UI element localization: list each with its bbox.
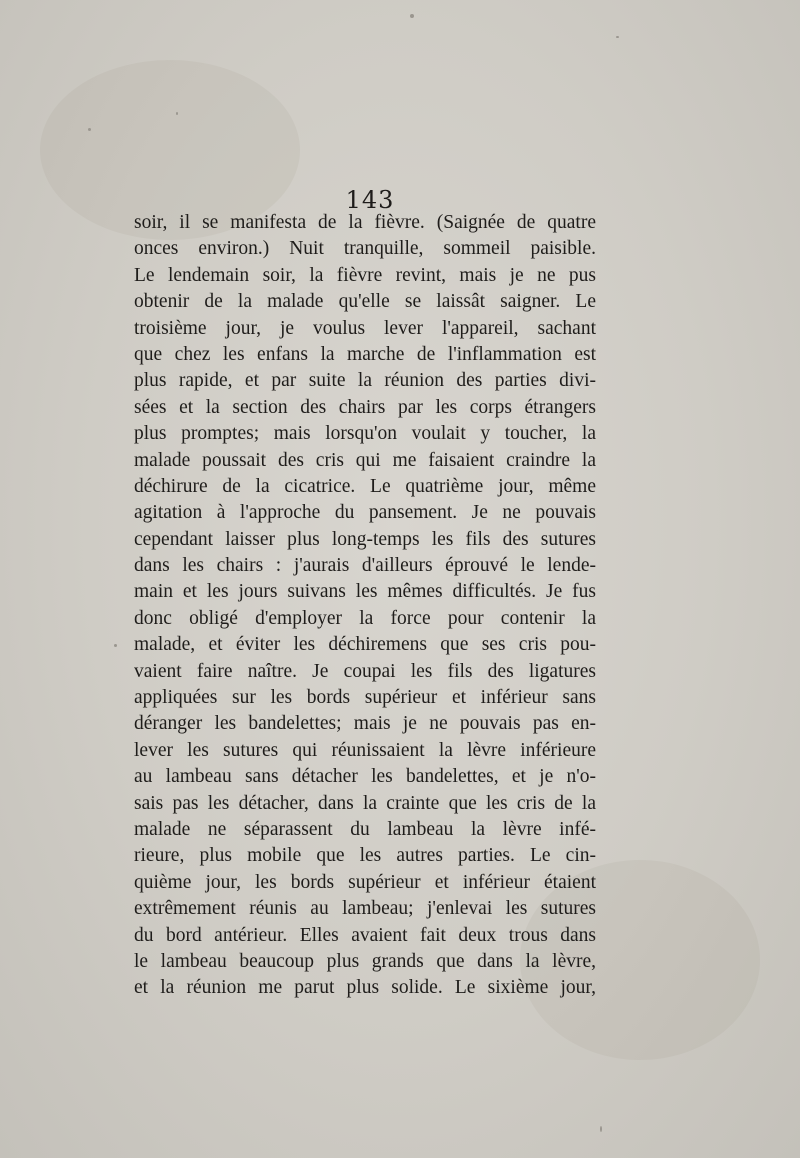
- text-line: lever les sutures qui réunissaient la lèvre inférieure: [134, 739, 596, 761]
- text-line: troisième jour, je voulus lever l'appareil, sachant: [134, 317, 596, 339]
- paper-speck: [176, 112, 178, 115]
- text-line: au lambeau sans détacher les bandelettes, et je n'o-: [134, 766, 596, 788]
- text-line: plus promptes; mais lorsqu'on voulait y toucher, la: [134, 423, 596, 445]
- body-text: [134, 210, 596, 1002]
- text-line: déchirure de la cicatrice. Le quatrième jour, même: [134, 475, 596, 497]
- paper-speck: [88, 128, 91, 131]
- text-line: déranger les bandelettes; mais je ne pouvais pas en-: [134, 713, 596, 735]
- text-line: rieure, plus mobile que les autres parties. Le cin-: [134, 845, 596, 867]
- text-line: obtenir de la malade qu'elle se laissât saigner. Le: [134, 291, 596, 313]
- text-line: quième jour, les bords supérieur et inférieur étaient: [134, 871, 596, 893]
- paper-speck: [600, 1126, 602, 1132]
- text-line: sais pas les détacher, dans la crainte que les cris de la: [134, 792, 596, 814]
- text-line: le lambeau beaucoup plus grands que dans la lèvre,: [134, 950, 596, 972]
- text-line: onces environ.) Nuit tranquille, sommeil paisible.: [134, 238, 596, 260]
- paper-speck: [616, 36, 619, 38]
- text-line: du bord antérieur. Elles avaient fait deux trous dans: [134, 924, 596, 946]
- text-line: sées et la section des chairs par les corps étrangers: [134, 396, 596, 418]
- paper-speck: [410, 14, 414, 18]
- text-line: donc obligé d'employer la force pour contenir la: [134, 607, 596, 629]
- paper-speck: [114, 644, 117, 647]
- text-line: dans les chairs : j'aurais d'ailleurs éprouvé le lende-: [134, 555, 596, 577]
- page-number: 143: [345, 186, 395, 214]
- text-line: extrêmement réunis au lambeau; j'enlevai les sutures: [134, 898, 596, 920]
- text-line: plus rapide, et par suite la réunion des parties divi-: [134, 370, 596, 392]
- text-line: malade, et éviter les déchiremens que ses cris pou-: [134, 634, 596, 656]
- text-line: et la réunion me parut plus solide. Le sixième jour,: [134, 977, 596, 999]
- text-line: appliquées sur les bords supérieur et inférieur sans: [134, 687, 596, 709]
- text-line: vaient faire naître. Je coupai les fils des ligatures: [134, 660, 596, 682]
- text-line: malade poussait des cris qui me faisaient craindre la: [134, 449, 596, 471]
- text-line: que chez les enfans la marche de l'inflammation est: [134, 343, 596, 365]
- text-line: main et les jours suivans les mêmes difficultés. Je fus: [134, 581, 596, 603]
- text-line: cependant laisser plus long-temps les fils des sutures: [134, 528, 596, 550]
- text-line: agitation à l'approche du pansement. Je ne pouvais: [134, 502, 596, 524]
- text-line: Le lendemain soir, la fièvre revint, mais je ne pus: [134, 264, 596, 286]
- text-line: soir, il se manifesta de la fièvre. (Saignée de quatre: [134, 212, 596, 233]
- text-line: malade ne séparassent du lambeau la lèvre infé-: [134, 818, 596, 840]
